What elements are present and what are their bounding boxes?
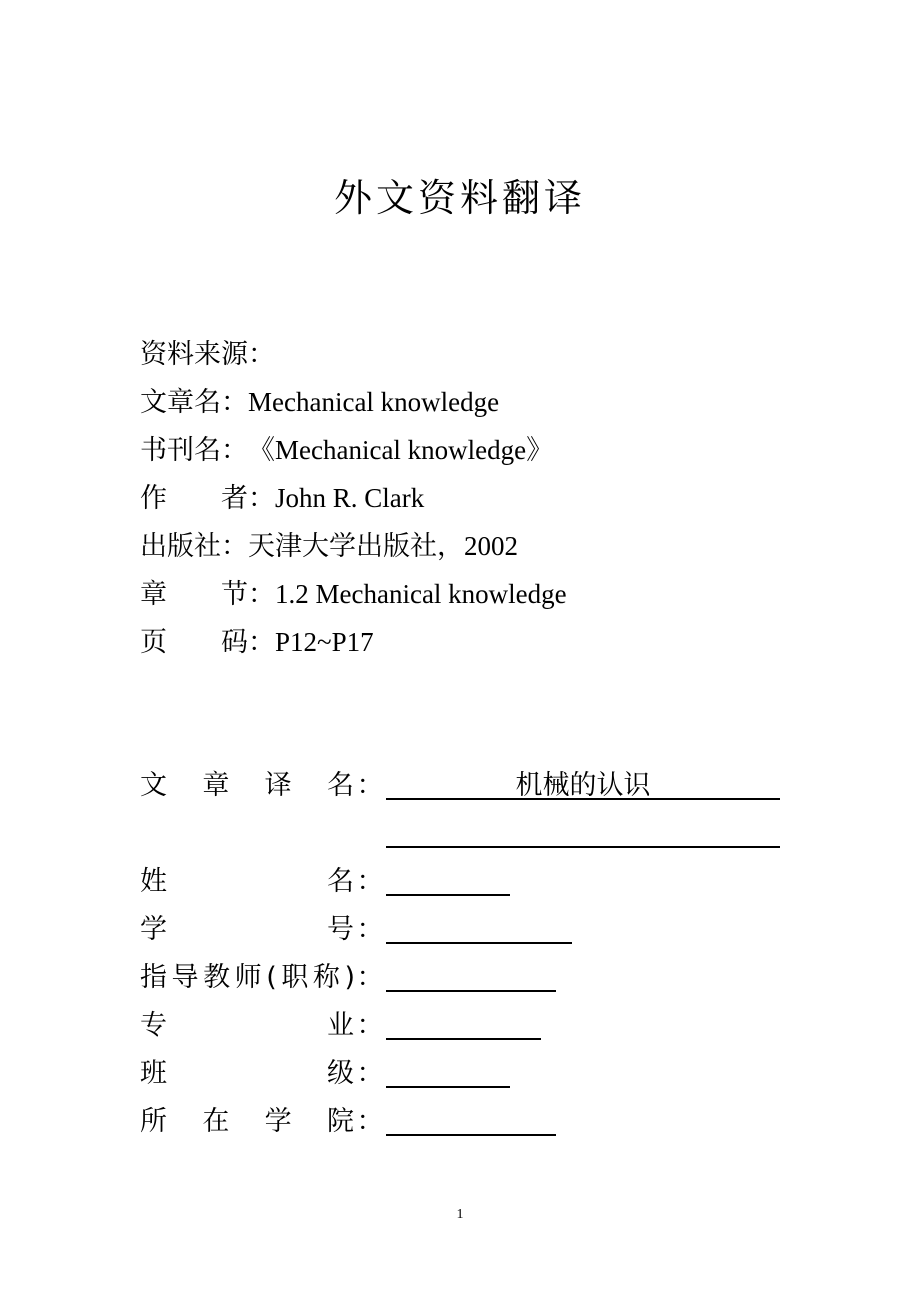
name-label: 姓名 <box>140 866 354 897</box>
form-colon: ： <box>356 1106 384 1137</box>
student-id-field[interactable] <box>386 906 572 944</box>
form-colon: ： <box>356 866 384 897</box>
source-line-chapter <box>140 570 567 618</box>
major-label: 专业 <box>140 1010 354 1041</box>
source-line-article <box>140 378 567 426</box>
advisor-label: 指导教师(职称) <box>140 962 354 993</box>
source-value: P12~P17 <box>275 627 374 657</box>
source-value: John R. Clark <box>275 483 425 513</box>
college-label: 所在学院 <box>140 1106 354 1137</box>
name-field[interactable] <box>386 858 510 896</box>
article-title-value: 机械的认识 <box>515 770 651 801</box>
article-title-field[interactable] <box>386 762 780 800</box>
form-colon: ： <box>356 1010 384 1041</box>
student-id-label: 学号 <box>140 914 354 945</box>
source-colon: ： <box>221 531 248 561</box>
source-heading-text: 资料来源： <box>140 339 275 369</box>
source-value: 天津大学出版社，2002 <box>248 531 518 561</box>
source-section <box>140 330 567 666</box>
class-label: 班级 <box>140 1058 354 1089</box>
class-field[interactable] <box>386 1050 510 1088</box>
source-line-publisher <box>140 522 567 570</box>
form-colon: ： <box>356 914 384 945</box>
source-value: Mechanical knowledge <box>248 387 500 417</box>
major-field[interactable] <box>386 1002 541 1040</box>
source-label: 作者 <box>140 483 248 513</box>
source-value: 《Mechanical knowledge》 <box>248 435 554 465</box>
source-label: 文章名 <box>140 387 221 417</box>
page-number: 1 <box>456 1207 464 1222</box>
article-title-field-line-2[interactable] <box>386 810 780 848</box>
college-field[interactable] <box>386 1098 556 1136</box>
source-label: 出版社 <box>140 531 221 561</box>
source-line-author <box>140 474 567 522</box>
source-label: 书刊名 <box>140 435 221 465</box>
source-value: 1.2 Mechanical knowledge <box>275 579 567 609</box>
advisor-field[interactable] <box>386 954 556 992</box>
source-colon: ： <box>221 387 248 417</box>
form-colon: ： <box>356 1058 384 1089</box>
form-colon: ： <box>356 962 384 993</box>
article-title-label: 文章译名 <box>140 770 354 801</box>
source-colon: ： <box>248 483 275 513</box>
source-label: 章节 <box>140 579 248 609</box>
source-heading <box>140 330 567 378</box>
form-colon: ： <box>356 770 384 801</box>
source-colon: ： <box>221 435 248 465</box>
source-line-journal <box>140 426 567 474</box>
document-title: 外文资料翻译 <box>333 176 586 220</box>
source-colon: ： <box>248 579 275 609</box>
source-colon: ： <box>248 627 275 657</box>
source-line-pages <box>140 618 567 666</box>
source-label: 页码 <box>140 627 248 657</box>
